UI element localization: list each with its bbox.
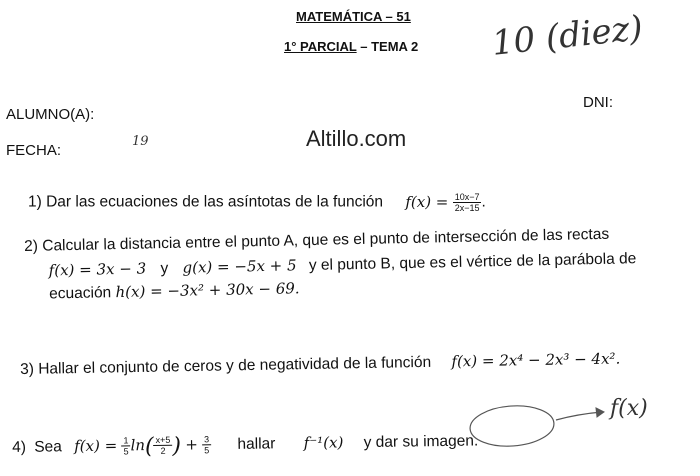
q1-fraction-denominator: 2x−15 [454, 203, 480, 213]
q4-inverse: f⁻¹(x) [303, 433, 344, 452]
q4-paren-open: ( [144, 434, 154, 460]
fecha-label: FECHA: [6, 142, 62, 159]
q4-text: y dar su [363, 433, 419, 452]
q2-g-expression: g(x) = −5x + 5 [182, 256, 297, 277]
q4-function: f(x) = [74, 436, 118, 456]
q1-number: 1) [28, 193, 42, 211]
q3-number: 3) [20, 360, 35, 378]
q2-line-2-text: y el punto B, que es el vértice de la parábola de [308, 250, 637, 275]
q4-ln: ln [130, 436, 146, 455]
q4-fraction-coefficient-numerator: 1 [121, 436, 130, 447]
handwritten-annotation: f(x) [610, 396, 648, 421]
alumno-label: ALUMNO(A): [6, 106, 95, 123]
arrow-line [556, 412, 602, 420]
q4-fraction-constant-numerator: 3 [202, 435, 211, 446]
dni-label: DNI: [583, 94, 613, 111]
handwritten-grade: 10 (diez) [490, 8, 645, 64]
q4-end: . [473, 432, 479, 450]
q4-sea: Sea [34, 438, 62, 456]
q2-h-expression: h(x) = −3x² + 30x − 69. [115, 279, 300, 302]
course-title: MATEMÁTICA – 51 [296, 9, 411, 24]
arrow-head [596, 408, 604, 417]
q4-circled-word: imagen [423, 432, 475, 451]
q2-line-3-text: ecuación [48, 284, 112, 303]
q4-fraction-argument-denominator: 2 [160, 446, 166, 457]
q2-f-expression: f(x) = 3x − 3 [48, 259, 147, 280]
q4-number: 4) [12, 438, 27, 456]
q1-end: . [481, 193, 486, 211]
fecha-value: 19 [132, 134, 149, 149]
q1-fraction-numerator: 10x−7 [454, 192, 480, 202]
q4-fraction-argument-numerator: x+5 [153, 435, 172, 446]
q2-conjunction: y [160, 259, 169, 278]
q4-fraction-coefficient-denominator: 5 [123, 446, 129, 457]
q4-fraction-constant-denominator: 5 [204, 445, 210, 456]
q3-text: Hallar el conjunto de ceros y de negatividad de la función [38, 353, 432, 378]
q1-text: Dar las ecuaciones de las asíntotas de la función [46, 193, 384, 211]
q4-hallar: hallar [237, 435, 276, 453]
q1-function: f(x) = [405, 192, 449, 211]
q2-number: 2) [24, 237, 39, 255]
q3-expression: f(x) = 2x⁴ − 2x³ − 4x². [451, 349, 621, 371]
q2-line-1-text: Calcular la distancia entre el punto A, que es el punto de intersección de las rectas [42, 225, 610, 255]
q4-plus: + [185, 435, 198, 454]
exam-title-rest: – TEMA 2 [356, 39, 419, 54]
watermark-brand: Altillo.com [306, 126, 407, 151]
exam-title-underlined: 1° PARCIAL [284, 39, 357, 54]
circle-annotation [469, 403, 556, 449]
q4-paren-close: ) [172, 433, 182, 459]
